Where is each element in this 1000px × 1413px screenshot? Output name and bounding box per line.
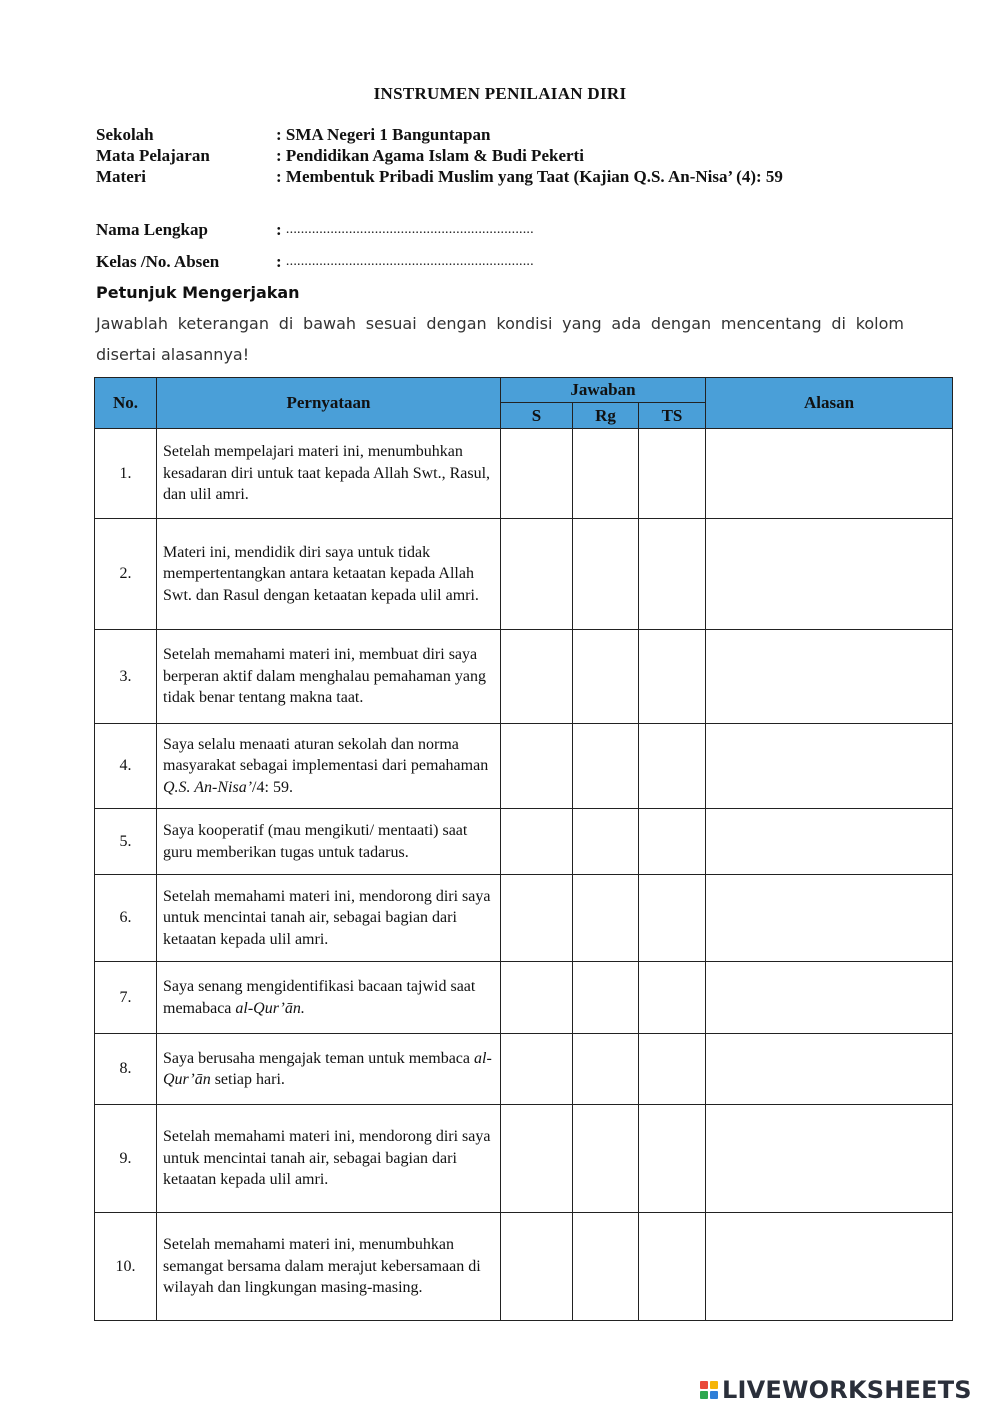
identity-label: Kelas /No. Absen: [96, 252, 220, 271]
check-rg-cell[interactable]: [573, 630, 639, 724]
info-value: : SMA Negeri 1 Banguntapan: [276, 125, 491, 144]
reason-cell[interactable]: [706, 1213, 953, 1321]
info-value: : Membentuk Pribadi Muslim yang Taat (Kajian Q.S. An-Nisa’ (4): 59: [276, 167, 783, 186]
row-statement: Setelah memahami materi ini, mendorong diri saya untuk mencintai tanah air, sebagai bagian dari ketaatan kepada ulil amri.: [157, 1105, 501, 1213]
school-info: [96, 124, 783, 187]
check-ts-cell[interactable]: [639, 875, 706, 962]
header-option-ts: TS: [639, 403, 706, 429]
identity-row-class: [96, 250, 534, 282]
statement-italic: al-Qur’ān.: [235, 999, 305, 1017]
check-ts-cell[interactable]: [639, 429, 706, 519]
table-row: [95, 724, 953, 809]
check-s-cell[interactable]: [501, 519, 573, 630]
check-ts-cell[interactable]: [639, 724, 706, 809]
header-option-rg: Rg: [573, 403, 639, 429]
header-no: No.: [95, 378, 157, 429]
check-ts-cell[interactable]: [639, 1213, 706, 1321]
header-reason: Alasan: [706, 378, 953, 429]
logo-square-green: [700, 1391, 708, 1399]
check-ts-cell[interactable]: [639, 962, 706, 1034]
table-row: [95, 429, 953, 519]
row-number: 10.: [95, 1213, 157, 1321]
reason-cell[interactable]: [706, 429, 953, 519]
check-rg-cell[interactable]: [573, 724, 639, 809]
identity-colon: :: [276, 252, 282, 271]
identity-row-name: [96, 218, 534, 250]
info-row-subject: [96, 145, 783, 166]
reason-cell[interactable]: [706, 809, 953, 875]
table-row: [95, 962, 953, 1034]
class-field[interactable]: ...................................................................: [285, 254, 534, 269]
row-statement: Materi ini, mendidik diri saya untuk tidak mempertentangkan antara ketaatan kepada Allah Swt. dan Rasul dengan ketaatan kepada ulil amri.: [157, 519, 501, 630]
statement-text: Saya senang mengidentifikasi bacaan tajwid saat memabaca: [163, 978, 476, 1017]
check-ts-cell[interactable]: [639, 630, 706, 724]
row-number: 5.: [95, 809, 157, 875]
row-statement: [157, 1034, 501, 1105]
row-number: 4.: [95, 724, 157, 809]
info-row-school: [96, 124, 783, 145]
name-field[interactable]: ...................................................................: [285, 222, 534, 237]
info-label: Materi: [96, 167, 147, 186]
check-ts-cell[interactable]: [639, 1034, 706, 1105]
header-statement: Pernyataan: [157, 378, 501, 429]
row-statement: [157, 724, 501, 809]
logo-text: LIVEWORKSHEETS: [722, 1376, 972, 1404]
reason-cell[interactable]: [706, 519, 953, 630]
check-s-cell[interactable]: [501, 962, 573, 1034]
check-s-cell[interactable]: [501, 875, 573, 962]
liveworksheets-logo-icon: [700, 1381, 718, 1399]
header-option-s: S: [501, 403, 573, 429]
check-s-cell[interactable]: [501, 1105, 573, 1213]
student-identity: [96, 218, 534, 282]
table-row: [95, 875, 953, 962]
assessment-table: [94, 377, 953, 1321]
row-statement: Setelah memahami materi ini, mendorong diri saya untuk mencintai tanah air, sebagai bagian dari ketaatan kepada ulil amri.: [157, 875, 501, 962]
statement-text: Saya berusaha mengajak teman untuk membaca: [163, 1049, 474, 1067]
logo-square-blue: [710, 1391, 718, 1399]
row-number: 6.: [95, 875, 157, 962]
row-number: 2.: [95, 519, 157, 630]
statement-text: Saya selalu menaati aturan sekolah dan norma masyarakat sebagai implementasi dari pemahaman: [163, 735, 489, 775]
identity-colon: :: [276, 220, 282, 239]
reason-cell[interactable]: [706, 1034, 953, 1105]
table-row: [95, 809, 953, 875]
table-row: [95, 630, 953, 724]
logo-square-yellow: [710, 1381, 718, 1389]
check-rg-cell[interactable]: [573, 1034, 639, 1105]
row-number: 8.: [95, 1034, 157, 1105]
check-rg-cell[interactable]: [573, 1213, 639, 1321]
row-statement: Setelah memahami materi ini, membuat diri saya berperan aktif dalam menghalau pemahaman yang tidak benar tentang makna taat.: [157, 630, 501, 724]
info-row-material: [96, 166, 783, 187]
table-row: [95, 1105, 953, 1213]
reason-cell[interactable]: [706, 724, 953, 809]
logo-square-red: [700, 1381, 708, 1389]
check-rg-cell[interactable]: [573, 519, 639, 630]
instructions-heading: Petunjuk Mengerjakan: [96, 283, 300, 302]
row-number: 7.: [95, 962, 157, 1034]
info-value: : Pendidikan Agama Islam & Budi Pekerti: [276, 146, 584, 165]
check-s-cell[interactable]: [501, 809, 573, 875]
identity-label: Nama Lengkap: [96, 220, 208, 239]
check-ts-cell[interactable]: [639, 1105, 706, 1213]
check-s-cell[interactable]: [501, 1034, 573, 1105]
row-statement: Setelah memahami materi ini, menumbuhkan semangat bersama dalam merajut kebersamaan di wilayah dan lingkungan masing-masing.: [157, 1213, 501, 1321]
check-rg-cell[interactable]: [573, 429, 639, 519]
header-answer: Jawaban: [501, 378, 706, 403]
info-label: Mata Pelajaran: [96, 146, 210, 165]
check-ts-cell[interactable]: [639, 809, 706, 875]
row-number: 9.: [95, 1105, 157, 1213]
row-statement: Saya kooperatif (mau mengikuti/ mentaati) saat guru memberikan tugas untuk tadarus.: [157, 809, 501, 875]
info-label: Sekolah: [96, 125, 154, 144]
reason-cell[interactable]: [706, 630, 953, 724]
reason-cell[interactable]: [706, 875, 953, 962]
check-rg-cell[interactable]: [573, 1105, 639, 1213]
check-s-cell[interactable]: [501, 724, 573, 809]
statement-text-end: /4: 59.: [252, 778, 293, 796]
liveworksheets-logo: [700, 1376, 972, 1404]
check-rg-cell[interactable]: [573, 875, 639, 962]
row-statement: [157, 962, 501, 1034]
statement-italic: al-Qur’ān: [163, 1049, 492, 1088]
statement-italic: Q.S. An-Nisa’: [163, 778, 253, 796]
table-row: [95, 519, 953, 630]
row-number: 1.: [95, 429, 157, 519]
reason-cell[interactable]: [706, 962, 953, 1034]
check-rg-cell[interactable]: [573, 962, 639, 1034]
check-s-cell[interactable]: [501, 429, 573, 519]
row-statement: Setelah mempelajari materi ini, menumbuhkan kesadaran diri untuk taat kepada Allah Swt., Rasul, dan ulil amri.: [157, 429, 501, 519]
statement-text-end: setiap hari.: [210, 1071, 285, 1088]
instructions-text: Jawablah keterangan di bawah sesuai dengan kondisi yang ada dengan mencentang di kolom disertai alasannya!: [96, 314, 904, 364]
check-s-cell[interactable]: [501, 1213, 573, 1321]
reason-cell[interactable]: [706, 1105, 953, 1213]
table-row: [95, 1213, 953, 1321]
document-title: INSTRUMEN PENILAIAN DIRI: [373, 84, 627, 103]
check-ts-cell[interactable]: [639, 519, 706, 630]
table-row: [95, 1034, 953, 1105]
check-s-cell[interactable]: [501, 630, 573, 724]
row-number: 3.: [95, 630, 157, 724]
check-rg-cell[interactable]: [573, 809, 639, 875]
